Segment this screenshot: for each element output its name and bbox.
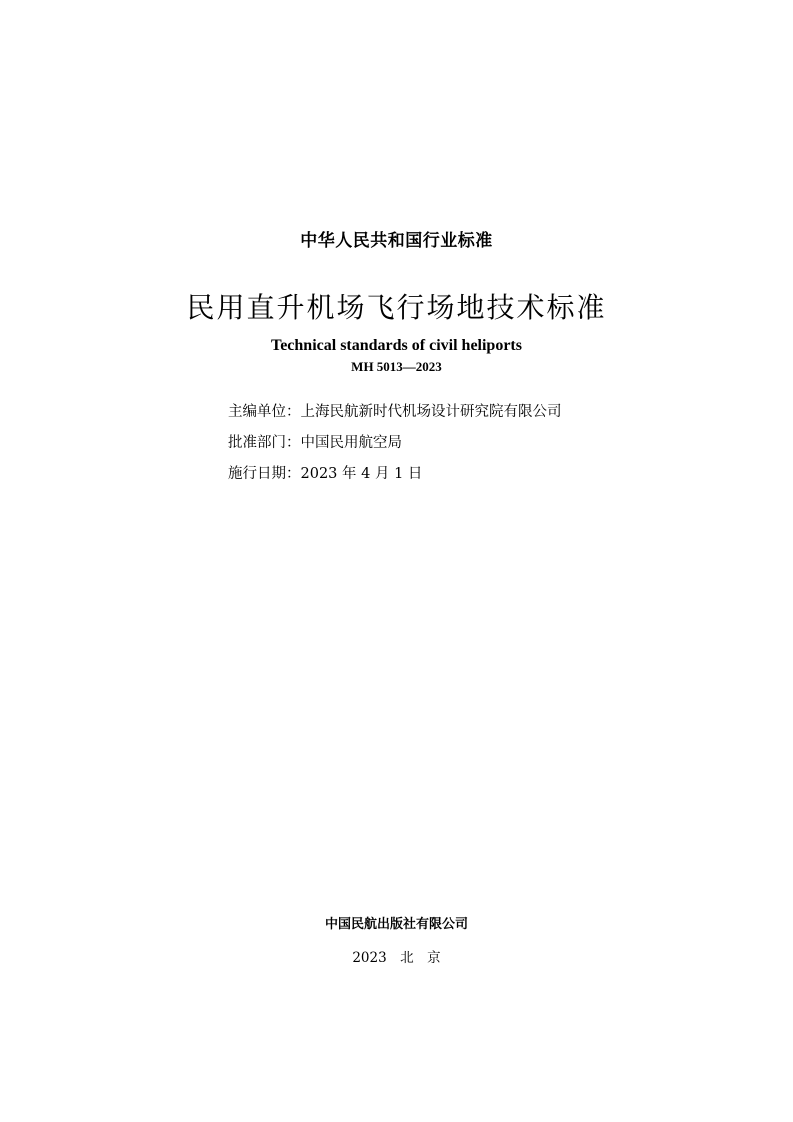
document-title-english: Technical standards of civil heliports: [271, 337, 522, 354]
effective-date-value: 2023 年 4 月 1 日: [300, 466, 423, 482]
imprint: 2023 北 京: [352, 950, 441, 966]
editor-value: 上海民航新时代机场设计研究院有限公司: [300, 404, 562, 420]
approver-value: 中国民用航空局: [300, 435, 402, 451]
document-title: 民用直升机场飞行场地技术标准: [186, 291, 607, 324]
editor-line: [228, 400, 562, 421]
effective-date-label: 施行日期：: [228, 466, 301, 482]
standard-series: 中华人民共和国行业标准: [300, 231, 493, 251]
effective-date-line: [228, 462, 422, 483]
standard-number: MH 5013—2023: [351, 359, 442, 374]
editor-label: 主编单位：: [228, 404, 301, 420]
approver-line: [228, 431, 402, 452]
publisher: 中国民航出版社有限公司: [324, 917, 468, 932]
approver-label: 批准部门：: [228, 435, 301, 451]
